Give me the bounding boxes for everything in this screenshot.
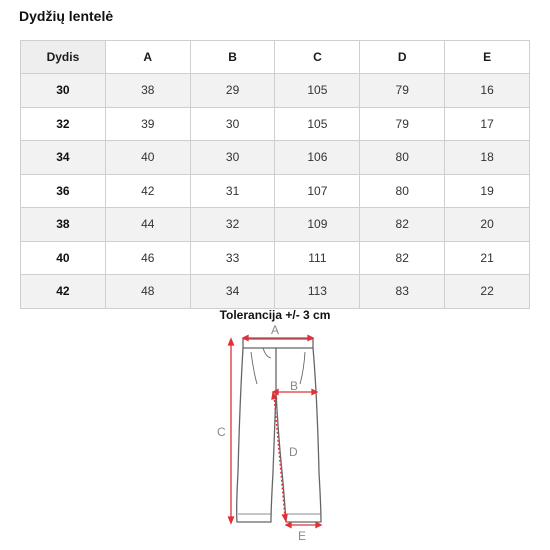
size-cell: 38 — [21, 208, 106, 242]
table-cell: 82 — [360, 241, 445, 275]
table-cell: 21 — [445, 241, 530, 275]
column-header: D — [360, 41, 445, 74]
label-a: A — [271, 323, 280, 337]
table-cell: 22 — [445, 275, 530, 309]
table-row — [21, 208, 530, 242]
table-cell: 19 — [445, 174, 530, 208]
table-cell: 82 — [360, 208, 445, 242]
table-cell: 29 — [190, 74, 275, 108]
table-row — [21, 174, 530, 208]
label-b: B — [290, 379, 299, 393]
size-chart-table — [20, 40, 530, 309]
table-cell: 18 — [445, 141, 530, 175]
column-header: B — [190, 41, 275, 74]
table-cell: 106 — [275, 141, 360, 175]
size-cell: 30 — [21, 74, 106, 108]
table-cell: 48 — [105, 275, 190, 309]
page-title: Dydžių lentelė — [19, 8, 114, 24]
column-header: A — [105, 41, 190, 74]
table-cell: 111 — [275, 241, 360, 275]
table-cell: 80 — [360, 174, 445, 208]
table-row — [21, 107, 530, 141]
label-d: D — [289, 445, 298, 459]
table-cell: 79 — [360, 74, 445, 108]
table-row — [21, 241, 530, 275]
table-cell: 20 — [445, 208, 530, 242]
table-cell: 16 — [445, 74, 530, 108]
table-cell: 40 — [105, 141, 190, 175]
table-cell: 79 — [360, 107, 445, 141]
table-row — [21, 275, 530, 309]
table-row — [21, 74, 530, 108]
table-cell: 17 — [445, 107, 530, 141]
tolerance-note: Tolerancija +/- 3 cm — [219, 308, 331, 322]
column-header: E — [445, 41, 530, 74]
table-cell: 105 — [275, 74, 360, 108]
label-e: E — [298, 529, 307, 543]
table-cell: 31 — [190, 174, 275, 208]
table-cell: 39 — [105, 107, 190, 141]
table-cell: 44 — [105, 208, 190, 242]
size-cell: 34 — [21, 141, 106, 175]
table-cell: 107 — [275, 174, 360, 208]
table-cell: 30 — [190, 107, 275, 141]
table-cell: 46 — [105, 241, 190, 275]
size-cell: 36 — [21, 174, 106, 208]
table-header-row — [21, 41, 530, 74]
table-cell: 34 — [190, 275, 275, 309]
table-cell: 105 — [275, 107, 360, 141]
table-cell: 38 — [105, 74, 190, 108]
size-cell: 32 — [21, 107, 106, 141]
pants-measurement-diagram — [205, 322, 345, 544]
table-cell: 33 — [190, 241, 275, 275]
size-cell: 42 — [21, 275, 106, 309]
table-row — [21, 141, 530, 175]
table-cell: 113 — [275, 275, 360, 309]
table-cell: 32 — [190, 208, 275, 242]
table-cell: 83 — [360, 275, 445, 309]
column-header: Dydis — [21, 41, 106, 74]
table-cell: 42 — [105, 174, 190, 208]
table-cell: 80 — [360, 141, 445, 175]
label-c: C — [217, 425, 226, 439]
size-cell: 40 — [21, 241, 106, 275]
table-cell: 109 — [275, 208, 360, 242]
column-header: C — [275, 41, 360, 74]
table-cell: 30 — [190, 141, 275, 175]
pants-outline — [237, 339, 321, 522]
